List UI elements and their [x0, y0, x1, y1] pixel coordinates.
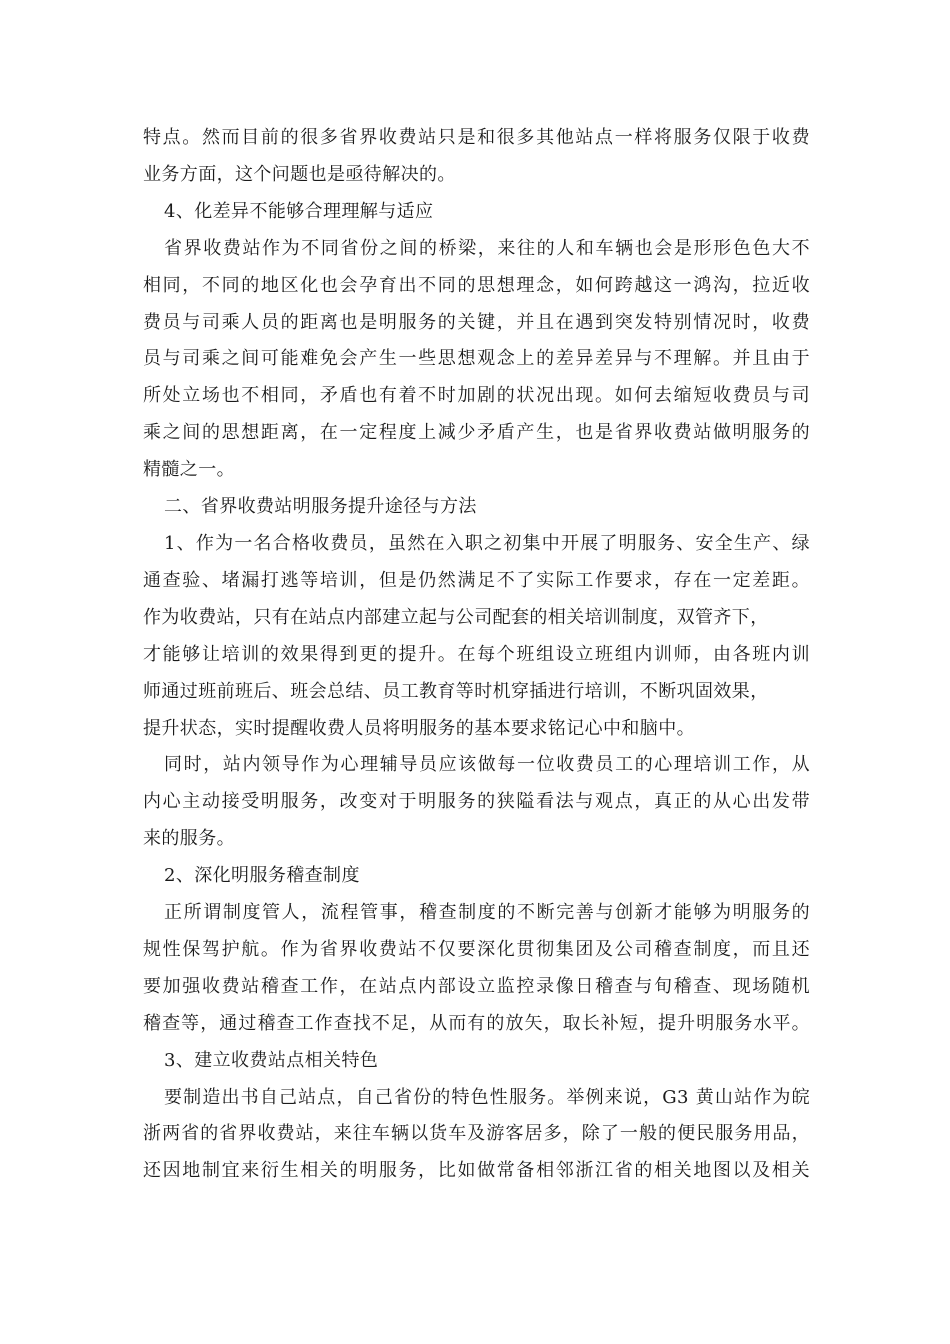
text-line: 费员与司乘人员的距离也是明服务的关键，并且在遇到突发特别情况时，收费 [143, 311, 810, 333]
text-line: 还因地制宜来衍生相关的明服务，比如做常备相邻浙江省的相关地图以及相关 [143, 1160, 810, 1182]
text-line: 二、省界收费站明服务提升途径与方法 [164, 496, 477, 518]
text-line: 3、建立收费站点相关特色 [164, 1049, 379, 1071]
text-line: 才能够让培训的效果得到更的提升。在每个班组设立班组内训师，由各班内训 [143, 643, 810, 665]
text-line: 省界收费站作为不同省份之间的桥梁，来往的人和车辆也会是形形色色大不 [164, 237, 810, 259]
text-line: 4、化差异不能够合理理解与适应 [164, 200, 434, 222]
text-line: 师通过班前班后、班会总结、员工教育等时机穿插进行培训，不断巩固效果， [143, 680, 769, 702]
text-line: 要制造出书自己站点，自己省份的特色性服务。举例来说，G3 黄山站作为皖 [164, 1086, 810, 1108]
text-line: 内心主动接受明服务，改变对于明服务的狭隘看法与观点，真正的从心出发带 [143, 791, 810, 813]
text-line: 浙两省的省界收费站，来往车辆以货车及游客居多，除了一般的便民服务用品， [143, 1123, 810, 1145]
text-line: 同时，站内领导作为心理辅导员应该做每一位收费员工的心理培训工作，从 [164, 754, 810, 776]
text-line: 要加强收费站稽查工作，在站点内部设立监控录像日稽查与旬稽查、现场随机 [143, 975, 810, 997]
text-line: 业务方面，这个问题也是亟待解决的。 [143, 163, 456, 185]
text-line: 稽查等，通过稽查工作查找不足，从而有的放矢，取长补短，提升明服务水平。 [143, 1012, 810, 1034]
text-line: 正所谓制度管人，流程管事，稽查制度的不断完善与创新才能够为明服务的 [164, 902, 810, 924]
text-line: 1、作为一名合格收费员，虽然在入职之初集中开展了明服务、安全生产、绿 [164, 532, 810, 554]
text-line: 特点。然而目前的很多省界收费站只是和很多其他站点一样将服务仅限于收费 [143, 127, 810, 148]
text-line: 来的服务。 [143, 828, 235, 850]
text-line: 规性保驾护航。作为省界收费站不仅要深化贯彻集团及公司稽查制度，而且还 [143, 938, 810, 960]
text-line: 通查验、堵漏打逃等培训，但是仍然满足不了实际工作要求，存在一定差距。 [143, 569, 810, 591]
text-line: 乘之间的思想距离，在一定程度上减少矛盾产生，也是省界收费站做明服务的 [143, 422, 810, 444]
text-line: 作为收费站，只有在站点内部建立起与公司配套的相关培训制度，双管齐下， [143, 606, 769, 628]
text-line: 员与司乘之间可能难免会产生一些思想观念上的差异差异与不理解。并且由于 [143, 348, 810, 370]
text-line: 2、深化明服务稽查制度 [164, 865, 360, 887]
text-line: 所处立场也不相同，矛盾也有着不时加剧的状况出现。如何去缩短收费员与司 [143, 385, 810, 407]
text-line: 精髓之一。 [143, 459, 235, 481]
text-line: 提升状态，实时提醒收费人员将明服务的基本要求铭记心中和脑中。 [143, 717, 695, 739]
text-line: 相同，不同的地区化也会孕育出不同的思想理念，如何跨越这一鸿沟，拉近收 [143, 274, 810, 296]
